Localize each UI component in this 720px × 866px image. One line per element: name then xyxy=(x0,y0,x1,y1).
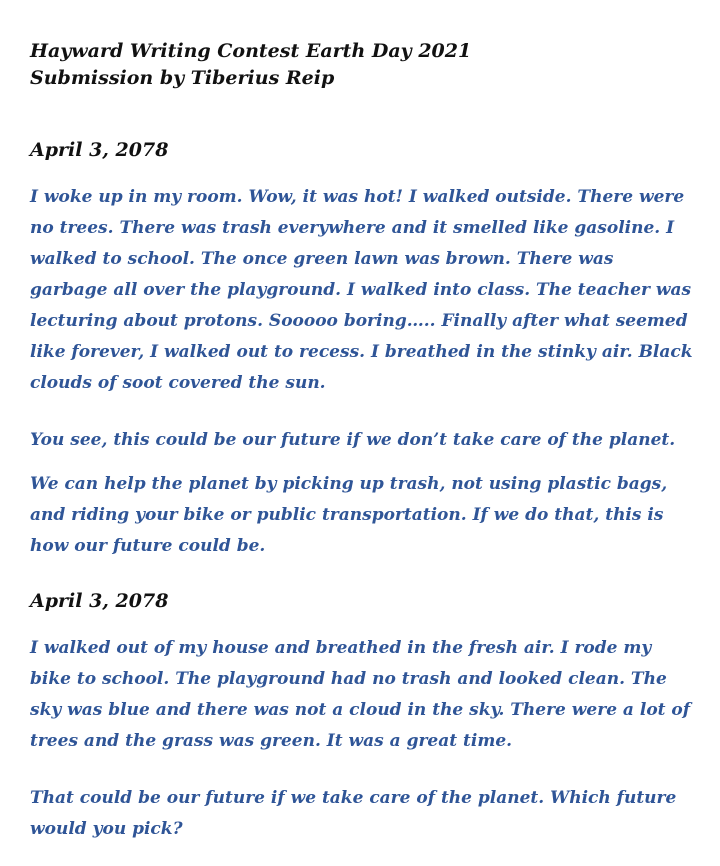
closing-paragraph: That could be our future if we take care of the planet. Which future would you pick? xyxy=(30,788,677,839)
entry-body-2: I walked out of my house and breathed in the fresh air. I rode my bike to school. The playground had no trash and looked clean. The sky was blue and there was not a cloud in the sky. There were a lot of trees and the grass was green. It was a great time. xyxy=(30,638,691,751)
submission-author: Submission by Tiberius Reip xyxy=(30,67,335,89)
spacer xyxy=(30,164,695,182)
spacer xyxy=(30,615,695,633)
message-paragraph-1: You see, this could be our future if we don’t take care of the planet. xyxy=(30,430,676,450)
message-paragraph-2: We can help the planet by picking up trash, not using plastic bags, and riding your bike or public transportation. If we do that, this is how our future could be. xyxy=(30,474,668,556)
document xyxy=(30,38,695,845)
spacer xyxy=(30,399,695,425)
spacer xyxy=(30,562,695,588)
entry-body-1: I woke up in my room. Wow, it was hot! I walked outside. There were no trees. There was trash everywhere and it smelled like gasoline. I walked to school. The once green lawn was brown. There was garbage all over the playground. I walked into class. The teacher was lecturing about protons. Sooooo boring….. Finally after what seemed like forever, I walked out to recess. I breathed in the stinky air. Black clouds of soot covered the sun. xyxy=(30,187,693,393)
spacer xyxy=(30,92,695,137)
entry-date-1: April 3, 2078 xyxy=(30,139,169,161)
entry-date-2: April 3, 2078 xyxy=(30,590,169,612)
contest-title: Hayward Writing Contest Earth Day 2021 xyxy=(30,40,472,62)
spacer xyxy=(30,757,695,783)
spacer xyxy=(30,456,695,469)
